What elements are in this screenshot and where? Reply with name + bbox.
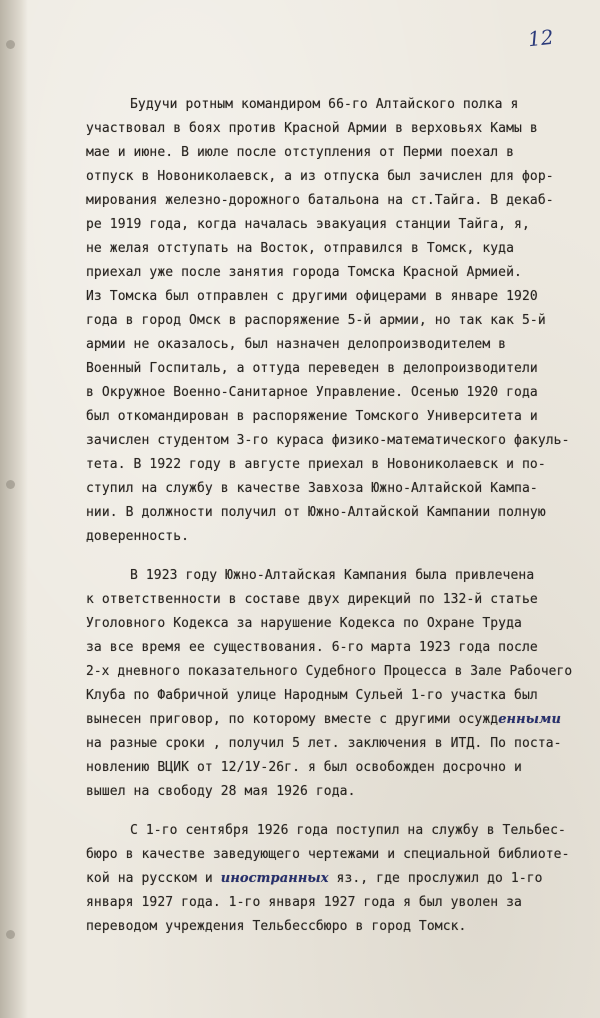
text-line: к ответственности в составе двух дирекций по 132-й статье [86,592,538,607]
text-line: новлению ВЦИК от 12/1У-26г. я был освобожден досрочно и [86,760,522,775]
text-line: переводом учреждения Тельбессбюро в город Томск. [86,919,467,934]
text-line: на разные сроки , получил 5 лет. заключения в ИТД. По поста- [86,736,562,751]
text-line: тета. В 1922 году в августе приехал в Новониколаевск и по- [86,457,546,472]
paragraph-gap [86,804,572,819]
text-line: ре 1919 года, когда началась эвакуация станции Тайга, я, [86,217,530,232]
handwritten-insertion: енными [498,712,562,727]
text-line: Будучи ротным командиром 66-го Алтайского полка я [130,97,519,112]
paragraph-1 [86,93,572,549]
text-line: участвовал в боях против Красной Армии в верховьях Камы в [86,121,538,136]
text-line: Военный Госпиталь, а оттуда переведен в делопроизводители [86,361,538,376]
text-line: доверенность. [86,529,190,544]
text-line: мае и июне. В июле после отступления от Перми поехал в [86,145,515,160]
text-line: мирования железно-дорожного батальона на ст.Тайга. В декаб- [86,193,554,208]
text-line: Клуба по Фабричной улице Народным Сульей 1-го участка был [86,688,538,703]
text-line [86,708,572,732]
typewritten-text [86,93,572,939]
text-segment: яз., где прослужил до 1-го [328,871,543,886]
text-line: года в город Омск в распоряжение 5-й армии, но так как 5-й [86,313,546,328]
text-line: был откомандирован в распоряжение Томского Университета и [86,409,538,424]
text-line: в Окружное Военно-Санитарное Управление. Осенью 1920 года [86,385,538,400]
text-line: С 1-го сентября 1926 года поступил на службу в Тельбес- [130,823,566,838]
text-line: Уголовного Кодекса за нарушение Кодекса по Охране Труда [86,616,522,631]
text-line: армии не оказалось, был назначен делопроизводителем в [86,337,507,352]
binding-hole [6,40,15,49]
text-line: Из Томска был отправлен с другими офицерами в январе 1920 [86,289,538,304]
text-line: вышел на свободу 28 мая 1926 года. [86,784,356,799]
text-line: за все время ее существования. 6-го марта 1923 года после [86,640,538,655]
text-line: января 1927 года. 1-го января 1927 года я был уволен за [86,895,522,910]
text-line: зачислен студентом 3-го кураса физико-математического факуль- [86,433,570,448]
text-line: бюро в качестве заведующего чертежами и специальной библиоте- [86,847,570,862]
text-line: отпуск в Новониколаевск, а из отпуска был зачислен для фор- [86,169,554,184]
text-segment: кой на русском и [86,871,213,886]
paragraph-gap [86,549,572,564]
binding-hole [6,930,15,939]
text-line [86,867,572,891]
text-line: нии. В должности получил от Южно-Алтайской Кампании полную [86,505,546,520]
text-line: приехал уже после занятия города Томска Красной Армией. [86,265,522,280]
text-line: В 1923 году Южно-Алтайская Кампания была привлечена [130,568,535,583]
paragraph-2 [86,564,572,804]
text-line: ступил на службу в качестве Завхоза Южно-Алтайской Кампа- [86,481,538,496]
handwritten-page-number: 12 [526,24,555,52]
text-line: 2-х дневного показательного Судебного Процесса в Зале Рабочего [86,664,573,679]
page-binding-edge [0,0,28,1018]
handwritten-insertion: иностранных [220,871,329,886]
text-line: не желая отступать на Восток, отправился в Томск, куда [86,241,515,256]
paragraph-3 [86,819,572,939]
binding-hole [6,480,15,489]
text-segment: вынесен приговор, по которому вместе с другими осужд [86,712,499,727]
